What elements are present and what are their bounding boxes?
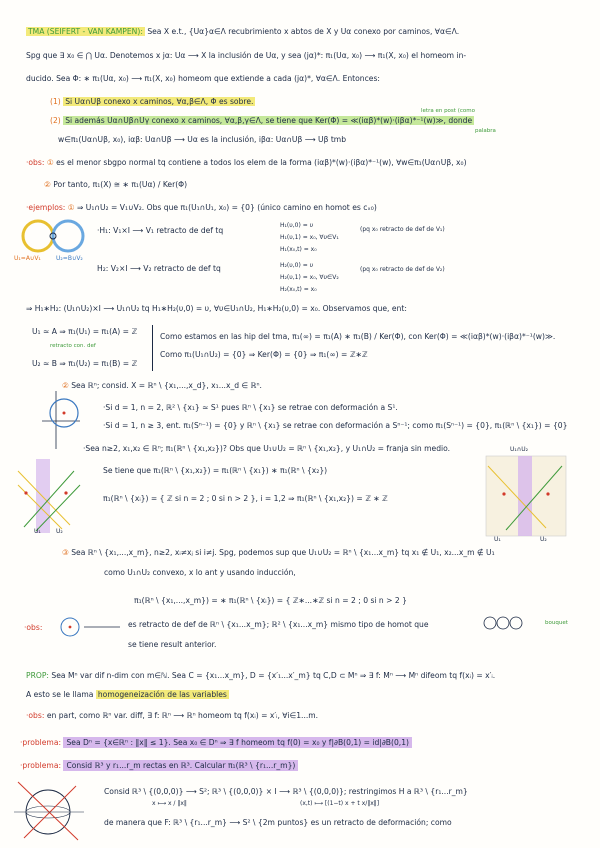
theorem-line-2: Spg que ∃ x₀ ∈ ⋂ Uα. Denotemos x jα: Uα ⟶ X la inclusión de Uα, y sea (jα)*: π₁(Uα, x₀) ⟶ π₁(X, x₀) el homeom in-: [26, 51, 467, 60]
h2-cond-a: H₂(υ,0) = υ: [280, 262, 314, 269]
obs2-line: [24, 623, 42, 632]
obs-line-1: [26, 158, 467, 167]
prop-text-1: Sea Mⁿ var dif n-dim con m∈ℕ. Sea C = {x₁...x_m}, D = {x′₁...x′_m} tq C,D ⊂ Mⁿ ⇒ ∃ f: Mⁿ ⟶ Mⁿ difeom tq f(xᵢ) = x′ᵢ.: [51, 671, 496, 680]
problem-2-label: ·problema:: [20, 761, 62, 770]
example-2b: ·Si d = 1, n ≥ 3, ent. π₁(Sⁿ⁻¹) = {0} y ℝⁿ \ {x₁} se retrae con deformación a Sⁿ⁻¹; como π₁(Sⁿ⁻¹) = {0}, π₁(ℝⁿ \ {x₁}) = {0}: [103, 421, 568, 430]
u1-fundamental-group: U₁ ≃ A ⇒ π₁(U₁) = π₁(A) = ℤ: [32, 327, 138, 336]
h2-cond-c: H₂(x₀,t) = x₀: [280, 286, 317, 293]
ejemplos-label: ·ejemplos:: [26, 203, 66, 212]
h2-cond-b: H₂(υ,1) = x₀, ∀υ∈V₂: [280, 274, 339, 281]
item-2-number: (2): [50, 116, 61, 125]
fig2-label-u1: U₁: [34, 528, 41, 535]
obs-line-2: [44, 180, 187, 189]
example-1-text: ⇒ U₁∩U₂ = V₁∪V₂. Obs que π₁(U₁∩U₁, x₀) = {0} (único camino en homot es cₓ₀): [77, 203, 377, 212]
example-2d: Se tiene que π₁(ℝⁿ \ {x₁,x₂}) = π₁(ℝⁿ \ {x₁}) ∗ π₁(ℝⁿ \ {x₂}): [103, 466, 328, 475]
example-2e: π₁(ℝⁿ \ {xᵢ}) = { ℤ si n = 2 ; 0 si n > 2 }, i = 1,2 ⇒ π₁(ℝⁿ \ {x₁,x₂}) = ℤ ∗ ℤ: [103, 494, 388, 503]
theorem-line-1: [26, 27, 459, 36]
h1-note: (pq x₀ retracto de def de V₁): [360, 226, 445, 233]
bouquet-drawing: [482, 616, 540, 630]
example-2-line: [62, 381, 262, 390]
prop-line-1: [26, 671, 495, 680]
obs-1-text: es el menor sbgpo normal tq contiene a todos los elem de la forma (iαβ)*(w)·(iβα)*⁻¹(w), ∀w∈π₁(Uα∩Uβ, x₀): [56, 158, 467, 167]
h1-cond-c: H₁(x₀,t) = x₀: [280, 246, 317, 253]
strip-drawing: [486, 456, 566, 536]
construction-map-2: (x,t) ⟼ [(1−t) x + t x/‖x‖]: [300, 800, 380, 807]
problem-2: [20, 761, 298, 770]
item-1-text: Si Uα∩Uβ conexo x caminos, ∀α,β∈Λ, Φ es sobre.: [65, 97, 254, 106]
retracto-note: retracto con. def: [50, 343, 96, 349]
bouquet-note: bouquet: [545, 620, 568, 626]
example-2c: [83, 444, 450, 453]
obs2-text-2: se tiene result anterior.: [128, 640, 217, 649]
fig3-label-u1: U₁: [494, 536, 501, 543]
item-1-number: (1): [50, 97, 61, 106]
example-1-line: [26, 203, 377, 212]
example-1-number: ①: [67, 203, 75, 212]
prop-obs: [26, 711, 318, 720]
fig3-label-u2: U₂: [540, 536, 547, 543]
theorem-text-1: Sea X e.t., {Uα}α∈Λ recubrimiento x abtos de X y Uα conexo por caminos, ∀α∈Λ.: [147, 27, 460, 36]
figure-label-u2: U₂=B∪V₂: [56, 255, 83, 262]
construction-line-2: de manera que F: ℝ³ \ {r₁...r_m} ⟶ S² \ {2m puntos} es un retracto de deformación; como: [104, 818, 452, 827]
homotopy-combined: ⇒ H₁∗H₂: (U₁∩U₂)×I ⟶ U₁∩U₂ tq H₁∗H₂(υ,0) = υ, ∀υ∈U₁∩U₂, H₁∗H₂(υ,0) = x₀. Observamos que, ent:: [26, 304, 407, 313]
sphere-lines-drawing: [14, 776, 84, 842]
fig2-label-u2: U₂: [56, 528, 63, 535]
problem-1: [20, 738, 412, 747]
example-3-text: Sea ℝⁿ \ {x₁,...,x_m}, n≥2, xᵢ≠xⱼ si i≠j. Spg, podemos sup que U₁∪U₂ = ℝⁿ \ {x₁...x_m} tq x₁ ∉ U₁, x₂...x_m ∉ U₁: [71, 548, 495, 557]
prop-line-2: [26, 690, 229, 699]
fig3-top-label: U₁∩U₂: [510, 446, 528, 453]
points-in-circle-drawing: [58, 615, 128, 641]
divider-bar: [152, 325, 153, 371]
result-line-2: Como π₁(U₁∩U₂) = {0} ⇒ Ker(Φ) = {0} ⇒ π₁(∞) = ℤ∗ℤ: [160, 350, 368, 359]
prop-text-2a: A esto se le llama: [26, 690, 96, 699]
problem-1-text: Sea Dⁿ = {x∈ℝⁿ : ‖x‖ ≤ 1}. Sea x₀ ∈ Dⁿ ⇒ ∃ f homeom tq f(0) = x₀ y f|∂B(0,1) = id|∂B(0,1): [63, 737, 412, 748]
margin-note-top: letra en post (como: [421, 108, 475, 114]
homotopy-h2: H₂: V₂×I ⟶ V₂ retracto de def tq: [97, 264, 221, 273]
prop-obs-label: ·obs:: [26, 711, 45, 720]
construction-line-1: Consid ℝ³ \ {(0,0,0)} ⟶ S²; ℝ³ \ {(0,0,0)} × I ⟶ ℝ³ \ {(0,0,0)}; restringimos H a ℝ³ \ {r₁...r_m}: [104, 787, 468, 796]
prop-text-2b: homogeneización de las variables: [97, 690, 227, 699]
theorem-line-3: ducido. Sea Φ: ∗ π₁(Uα, x₀) ⟶ π₁(X, x₀) homeom que extiende a cada (jα)*, ∀α∈Λ. Entonces:: [26, 74, 380, 83]
prop-obs-text: en part, como ℝⁿ var. diff, ∃ f: ℝⁿ ⟶ ℝⁿ homeom tq f(xᵢ) = x′ᵢ, ∀i∈1...m.: [46, 711, 319, 720]
obs-2-text: Por tanto, π₁(X) ≅ ∗ π₁(Uα) / Ker(Φ): [53, 180, 188, 189]
margin-note-bottom: palabra: [475, 128, 496, 134]
h1-cond-a: H₁(υ,0) = υ: [280, 222, 314, 229]
theorem-item-2: [50, 116, 474, 125]
prop-label: PROP:: [26, 671, 49, 680]
u2-fundamental-group: U₂ ≃ B ⇒ π₁(U₂) = π₁(B) = ℤ: [32, 359, 138, 368]
theorem-label: TMA (SEIFERT - VAN KAMPEN):: [28, 27, 143, 36]
theorem-item-2-cont: w∈π₁(Uα∩Uβ, x₀), iαβ: Uα∩Uβ ⟶ Uα es la inclusión, iβα: Uα∩Uβ ⟶ Uβ tmb: [58, 135, 347, 144]
h1-cond-b: H₁(υ,1) = x₀, ∀υ∈V₁: [280, 234, 339, 241]
obs-2-number: ②: [44, 180, 51, 189]
example-2-number: ②: [62, 381, 69, 390]
obs2-text-1: es retracto de def de ℝⁿ \ {x₁...x_m}; ℝ² \ {x₁...x_m} mismo tipo de homot que: [128, 620, 429, 629]
two-sets-drawing: [14, 455, 84, 537]
example-3-number: ③: [62, 548, 69, 557]
h2-note: (pq x₀ retracto de def de V₂): [360, 266, 445, 273]
theorem-item-1: [50, 97, 255, 106]
construction-map-1: x ⟼ x / ‖x‖: [152, 800, 187, 807]
example-2c-text: ·Sea n≥2, x₁,x₂ ∈ ℝⁿ; π₁(ℝⁿ \ {x₁,x₂})? Obs que U₁∪U₂ = ℝⁿ \ {x₁,x₂}, y U₁∩U₂ = franja sin medio.: [83, 444, 451, 453]
example-3a: como U₁∩U₂ convexo, x lo ant y usando inducción,: [104, 568, 296, 577]
example-3-line: [62, 548, 495, 557]
example-2a: ·Si d = 1, n = 2, ℝ² \ {x₁} ≃ S¹ pues ℝⁿ \ {x₁} se retrae con deformación a S¹.: [103, 403, 398, 412]
homotopy-h1: ·H₁: V₁×I ⟶ V₁ retracto de def tq: [97, 226, 224, 235]
item-2-text: Si además Uα∩Uβ∩Uγ conexo x caminos, ∀α,β,γ∈Λ, se tiene que Ker(Φ) = ≪(iαβ)*(w)·(iβα)*⁻¹(w)≫, donde: [65, 116, 473, 125]
example-2-text: Sea ℝⁿ; consid. X = ℝⁿ \ {x₁,...,x_d}, x₁...x_d ∈ ℝⁿ.: [71, 381, 262, 390]
problem-2-text: Consid ℝ³ y r₁...r_m rectas en ℝ³. Calcular π₁(ℝ³ \ {r₁...r_m}): [63, 760, 298, 771]
punctured-plane-drawing: [42, 391, 82, 451]
obs2-label: ·obs:: [24, 623, 43, 632]
result-line-1: Como estamos en las hip del tma, π₁(∞) = π₁(A) ∗ π₁(B) / Ker(Φ), con Ker(Φ) = ≪(iαβ)*(w)·(iβα)*⁻¹(w)≫.: [160, 332, 556, 341]
obs-label: ·obs:: [26, 158, 45, 167]
obs-1-number: ①: [46, 158, 54, 167]
problem-1-label: ·problema:: [20, 738, 62, 747]
figure-label-u1: U₁=A∪V₁: [14, 255, 41, 262]
example-3b: π₁(ℝⁿ \ {x₁,...,x_m}) = ∗ π₁(ℝⁿ \ {xᵢ}) = { ℤ∗...∗ℤ si n = 2 ; 0 si n > 2 }: [134, 596, 408, 605]
